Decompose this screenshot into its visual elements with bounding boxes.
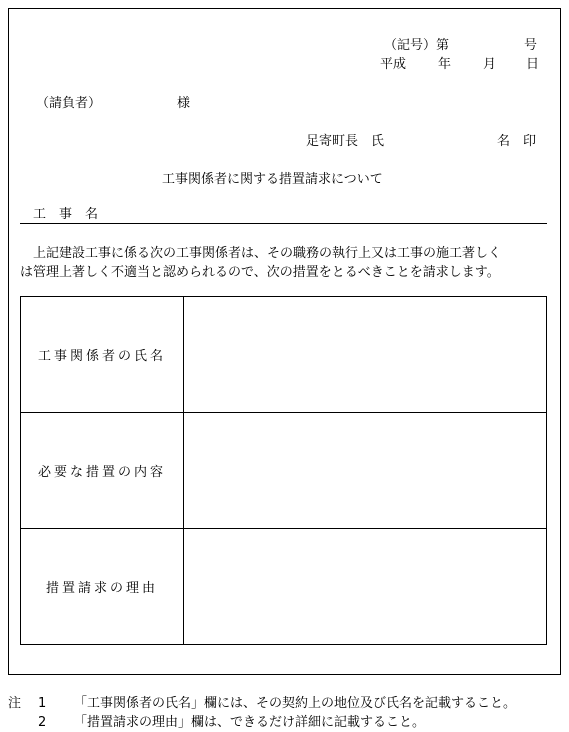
footnote-number: 2 <box>38 715 47 730</box>
table-row <box>21 297 547 413</box>
table-row-value[interactable] <box>184 529 547 645</box>
table-row-value[interactable] <box>184 413 547 529</box>
document-title: 工事関係者に関する措置請求について <box>162 172 383 187</box>
month-label: 月 <box>483 57 497 72</box>
footnote-text: 「措置請求の理由」欄は、できるだけ詳細に記載すること。 <box>74 715 426 730</box>
contractor-label: （請負者） <box>36 96 102 111</box>
issuer-name-seal: 名 印 <box>497 134 537 149</box>
honorific-label: 様 <box>177 96 191 111</box>
table-row-label: 工事関係者の氏名 <box>21 297 184 413</box>
day-label: 日 <box>526 57 540 72</box>
project-name-label: 工 事 名 <box>33 207 99 222</box>
footnote-number: 1 <box>38 696 47 711</box>
table-row-value[interactable] <box>184 297 547 413</box>
footnote-text: 「工事関係者の氏名」欄には、その契約上の地位及び氏名を記載すること。 <box>74 696 517 711</box>
record-number-suffix: 号 <box>524 38 538 53</box>
table-row-label: 措置請求の理由 <box>21 529 184 645</box>
table-row <box>21 413 547 529</box>
table-row-label: 必要な措置の内容 <box>21 413 184 529</box>
request-table <box>20 296 547 645</box>
request-body-text <box>20 244 560 282</box>
footnote-mark: 注 <box>8 696 22 711</box>
issuer-title: 足寄町長 氏 <box>306 134 385 149</box>
era-label: 平成 <box>380 57 407 72</box>
body-line: は管理上著しく不適当と認められるので、次の措置をとるべきことを請求します。 <box>20 265 500 280</box>
project-name-underline <box>20 223 547 224</box>
year-label: 年 <box>438 57 452 72</box>
table-row <box>21 529 547 645</box>
body-line: 上記建設工事に係る次の工事関係者は、その職務の執行上又は工事の施工著しく <box>33 246 502 261</box>
record-number-label: （記号）第 <box>384 38 450 53</box>
